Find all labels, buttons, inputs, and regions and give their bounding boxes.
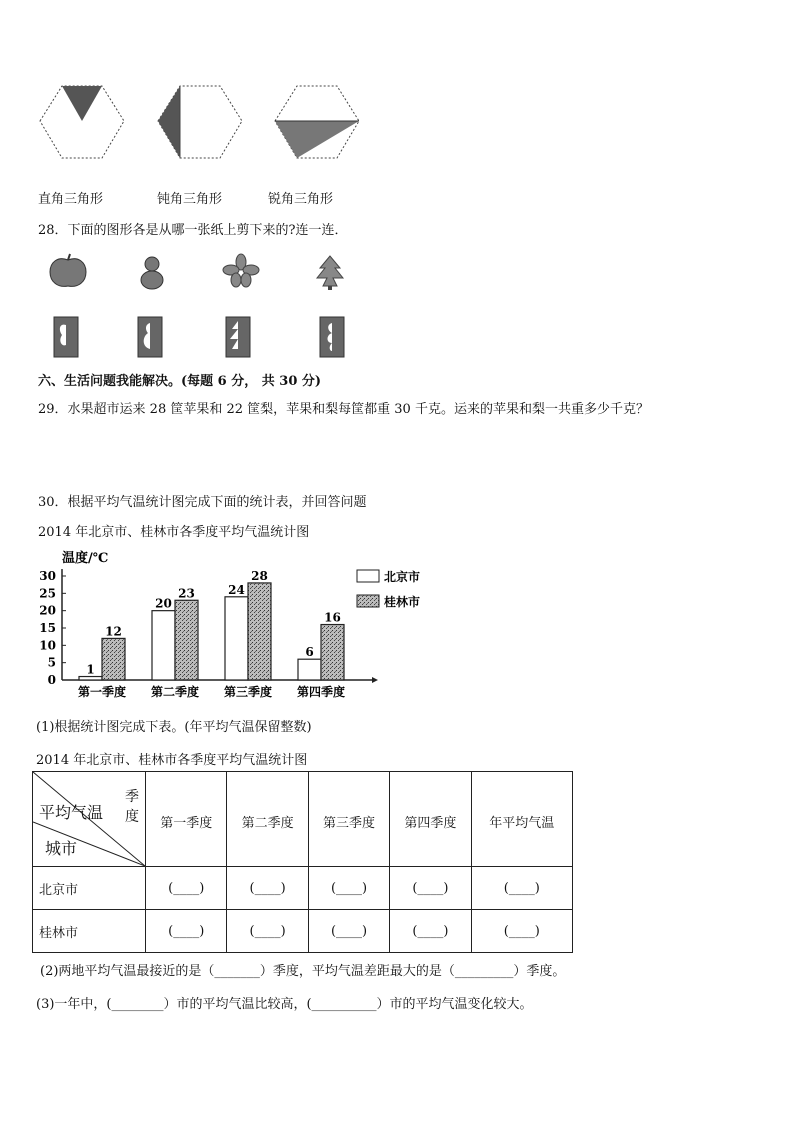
tree-icon: [317, 256, 343, 290]
col-header-q1: 第一季度: [146, 772, 227, 867]
gourd-icon: [141, 257, 163, 289]
bar-guilin: [102, 638, 125, 680]
bar-beijing: [152, 611, 175, 680]
paper-row: [40, 313, 360, 361]
legend-swatch: [357, 570, 379, 582]
legend-label: 北京市: [384, 570, 421, 584]
apple-icon: [50, 254, 86, 286]
table-row-guilin: [33, 910, 573, 953]
cut-paper-apple-icon: [54, 317, 78, 357]
row-city-beijing: 北京市: [33, 867, 146, 910]
label-acute-triangle: 锐角三角形: [268, 192, 334, 207]
legend-label: 桂林市: [384, 595, 421, 609]
data-label: 20: [155, 596, 172, 611]
answer-blank[interactable]: (____): [227, 910, 308, 953]
x-tick-label: 第一季度: [77, 685, 127, 699]
answer-blank[interactable]: (____): [227, 867, 308, 910]
label-obtuse-triangle: 钝角三角形: [157, 192, 223, 207]
y-tick-label: 0: [47, 673, 56, 687]
y-tick-label: 5: [47, 655, 56, 670]
table-row-beijing: [33, 867, 573, 910]
legend-swatch: [357, 595, 379, 607]
x-tick-label: 第二季度: [150, 685, 200, 699]
question-30: 30．根据平均气温统计图完成下面的统计表，并回答问题: [38, 495, 367, 510]
y-tick-label: 15: [39, 621, 56, 635]
col-header-annual: 年平均气温: [471, 772, 572, 867]
y-axis-label: 温度/℃: [62, 551, 109, 566]
question-29: 29．水果超市运来 28 筐苹果和 22 筐梨，苹果和梨每筐都重 30 千克。运来的苹果和梨一共重多少千克？: [38, 402, 649, 417]
sub-question-1: (1)根据统计图完成下表。(年平均气温保留整数): [36, 720, 312, 735]
stat-table: [32, 771, 573, 953]
y-tick-label: 25: [39, 586, 56, 601]
data-label: 28: [251, 568, 268, 583]
sub-question-2: (2)两地平均气温最接近的是（_______）季度，平均气温差距最大的是（_________）季度。: [40, 964, 566, 979]
hexagon-right-triangle: [40, 86, 124, 158]
table-corner-cell: [33, 772, 146, 867]
table-title: 2014 年北京市、桂林市各季度平均气温统计图: [36, 753, 308, 768]
bar-beijing: [225, 597, 248, 680]
corner-temp-label: 平均气温: [39, 803, 104, 822]
chart-title: 2014 年北京市、桂林市各季度平均气温统计图: [38, 525, 310, 540]
col-header-q3: 第三季度: [308, 772, 389, 867]
data-label: 24: [228, 582, 245, 597]
cut-paper-gourd-icon: [138, 317, 162, 357]
x-axis-arrow: [372, 677, 378, 683]
answer-blank[interactable]: (____): [390, 867, 471, 910]
cut-paper-tree-icon: [226, 317, 250, 357]
data-label: 12: [105, 624, 122, 639]
answer-blank[interactable]: (____): [146, 910, 227, 953]
corner-season-label: 季度: [125, 789, 139, 825]
answer-blank[interactable]: (____): [308, 910, 389, 953]
answer-blank[interactable]: (____): [390, 910, 471, 953]
col-header-q4: 第四季度: [390, 772, 471, 867]
cut-paper-flower-icon: [320, 317, 344, 357]
data-label: 1: [86, 662, 95, 677]
y-tick-label: 10: [39, 638, 56, 653]
cut-shapes-row: [40, 252, 360, 292]
question-28: 28．下面的图形各是从哪一张纸上剪下来的?连一连．: [38, 223, 348, 238]
corner-city-label: 城市: [45, 839, 78, 858]
hexagon-obtuse-triangle: [158, 86, 242, 158]
hexagon-acute-triangle: [275, 86, 359, 158]
bar-chart: [32, 546, 452, 702]
data-label: 6: [305, 645, 314, 660]
answer-blank[interactable]: (____): [471, 910, 572, 953]
bar-guilin: [175, 600, 198, 680]
label-right-triangle: 直角三角形: [38, 192, 104, 207]
x-tick-label: 第三季度: [223, 685, 273, 699]
bar-beijing: [298, 659, 321, 680]
bar-guilin: [321, 625, 344, 680]
row-city-guilin: 桂林市: [33, 910, 146, 953]
answer-blank[interactable]: (____): [146, 867, 227, 910]
sub-question-3: (3)一年中，(________）市的平均气温比较高，(__________）市的平均气温变化较大。: [36, 997, 533, 1012]
y-tick-label: 20: [39, 603, 56, 618]
answer-blank[interactable]: (____): [471, 867, 572, 910]
section-6-title: 六、生活问题我能解决。(每题 6 分， 共 30 分): [38, 374, 322, 389]
data-label: 23: [178, 586, 195, 601]
bar-guilin: [248, 583, 271, 680]
y-tick-label: 30: [39, 569, 56, 583]
col-header-q2: 第二季度: [227, 772, 308, 867]
bar-beijing: [79, 677, 102, 680]
data-label: 16: [324, 610, 341, 625]
answer-blank[interactable]: (____): [308, 867, 389, 910]
hexagon-figures: [30, 80, 370, 170]
flower-icon: [223, 254, 259, 287]
x-tick-label: 第四季度: [296, 685, 346, 699]
